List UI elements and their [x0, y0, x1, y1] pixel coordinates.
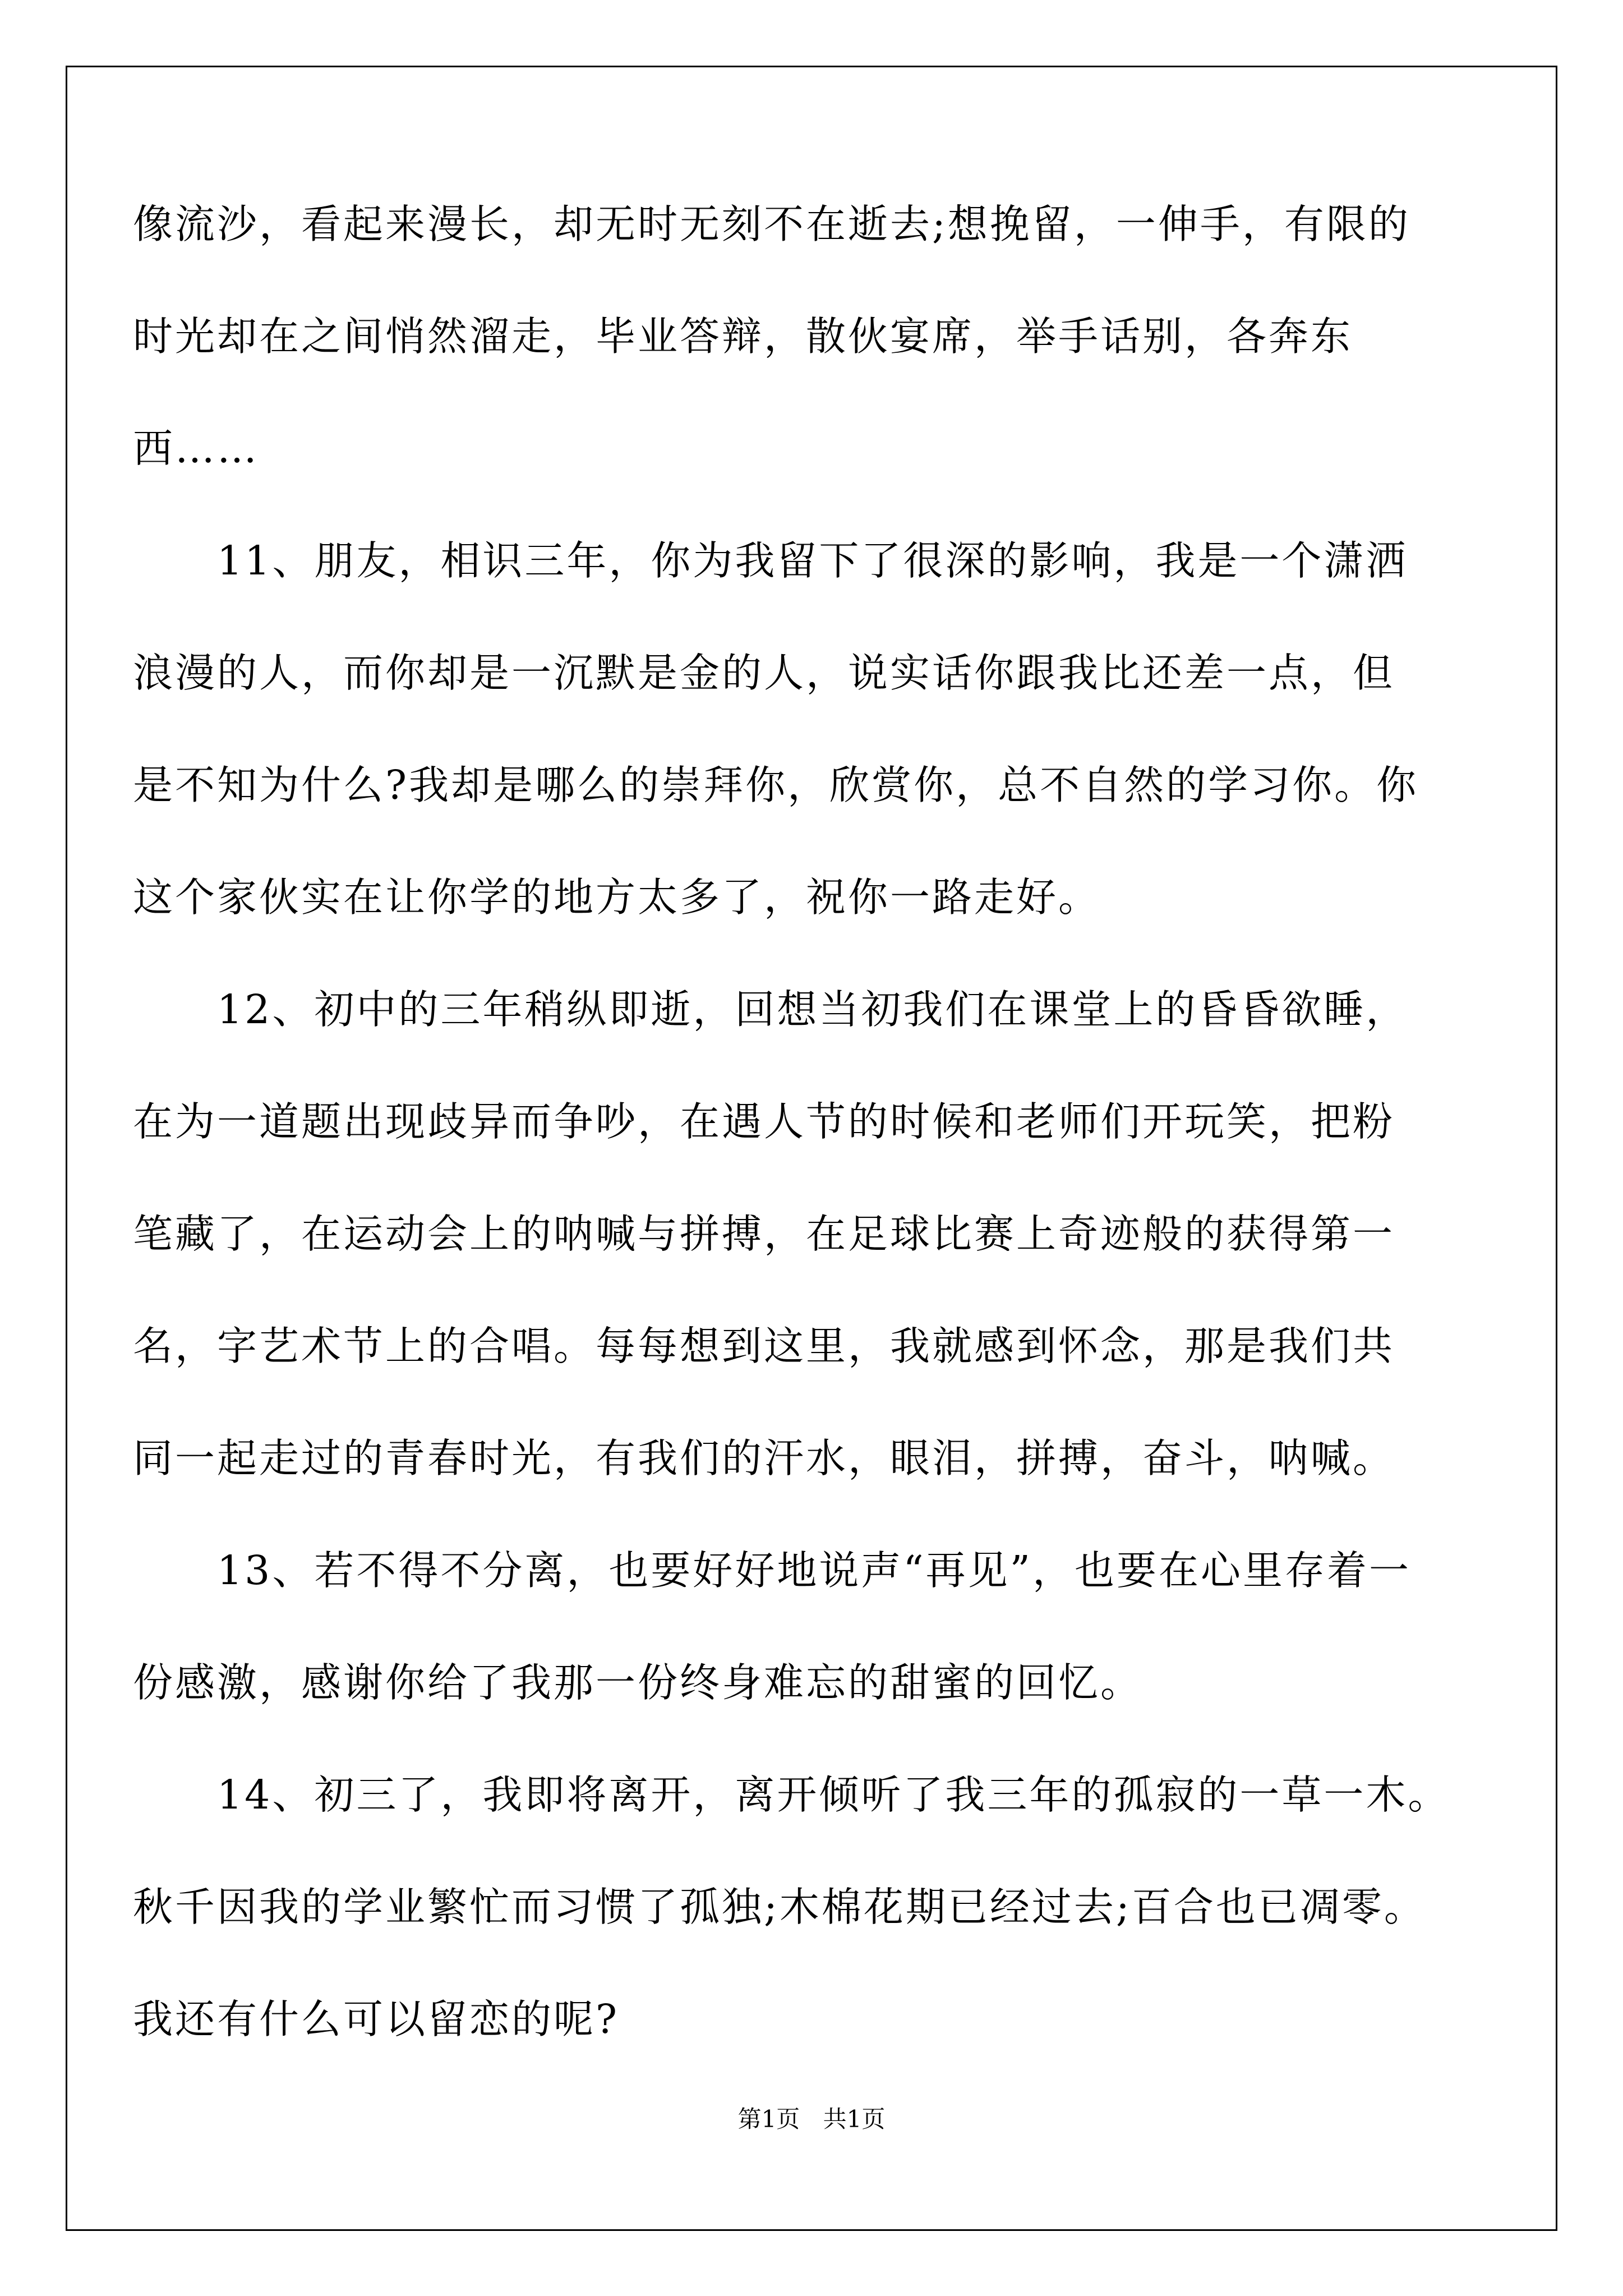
text-line: 笔藏了，在运动会上的呐喊与拼搏，在足球比赛上奇迹般的获得第一 — [133, 1211, 1395, 1257]
text-line: 像流沙，看起来漫长，却无时无刻不在逝去;想挽留，一伸手，有限的 — [133, 201, 1410, 247]
paragraph-13 — [133, 1515, 1479, 1739]
text-line: 浪漫的人，而你却是一沉默是金的人，说实话你跟我比还差一点，但 — [133, 650, 1395, 696]
text-line: 同一起走过的青春时光，有我们的汗水，眼泪，拼搏，奋斗，呐喊。 — [133, 1435, 1395, 1481]
page-total: 共1页 — [823, 2105, 886, 2133]
page-footer — [0, 2101, 1623, 2134]
text-line: 份感激，感谢你给了我那一份终身难忘的甜蜜的回忆。 — [133, 1659, 1143, 1706]
paragraph-14 — [133, 1739, 1479, 2076]
document-body — [133, 168, 1479, 2076]
text-line: 13、若不得不分离，也要好好地说声“再见”，也要在心里存着一 — [133, 1547, 1411, 1594]
text-line: 12、初中的三年稍纵即逝，回想当初我们在课堂上的昏昏欲睡， — [133, 986, 1408, 1033]
text-line: 在为一道题出现歧异而争吵，在遇人节的时候和老师们开玩笑，把粉 — [133, 1098, 1395, 1145]
paragraph-10-continuation — [133, 168, 1479, 505]
text-line: 秋千因我的学业繁忙而习惯了孤独;木棉花期已经过去;百合也已凋零。 — [133, 1884, 1426, 1930]
page-number: 第1页 — [737, 2105, 800, 2133]
text-line: 14、初三了，我即将离开，离开倾听了我三年的孤寂的一草一木。 — [133, 1772, 1450, 1818]
paragraph-12 — [133, 954, 1479, 1515]
text-line: 11、朋友，相识三年，你为我留下了很深的影响，我是一个潇洒 — [133, 537, 1408, 584]
text-line: 时光却在之间悄然溜走，毕业答辩，散伙宴席，举手话别，各奔东 — [133, 313, 1353, 360]
text-line: 这个家伙实在让你学的地方太多了，祝你一路走好。 — [133, 874, 1101, 921]
text-line: 名，字艺术节上的合唱。每每想到这里，我就感到怀念，那是我们共 — [133, 1323, 1395, 1369]
text-line: 我还有什么可以留恋的呢? — [133, 1996, 620, 2042]
text-line: 西…… — [133, 425, 260, 472]
paragraph-11 — [133, 505, 1479, 954]
text-line: 是不知为什么?我却是哪么的崇拜你，欣赏你，总不自然的学习你。你 — [133, 762, 1419, 808]
